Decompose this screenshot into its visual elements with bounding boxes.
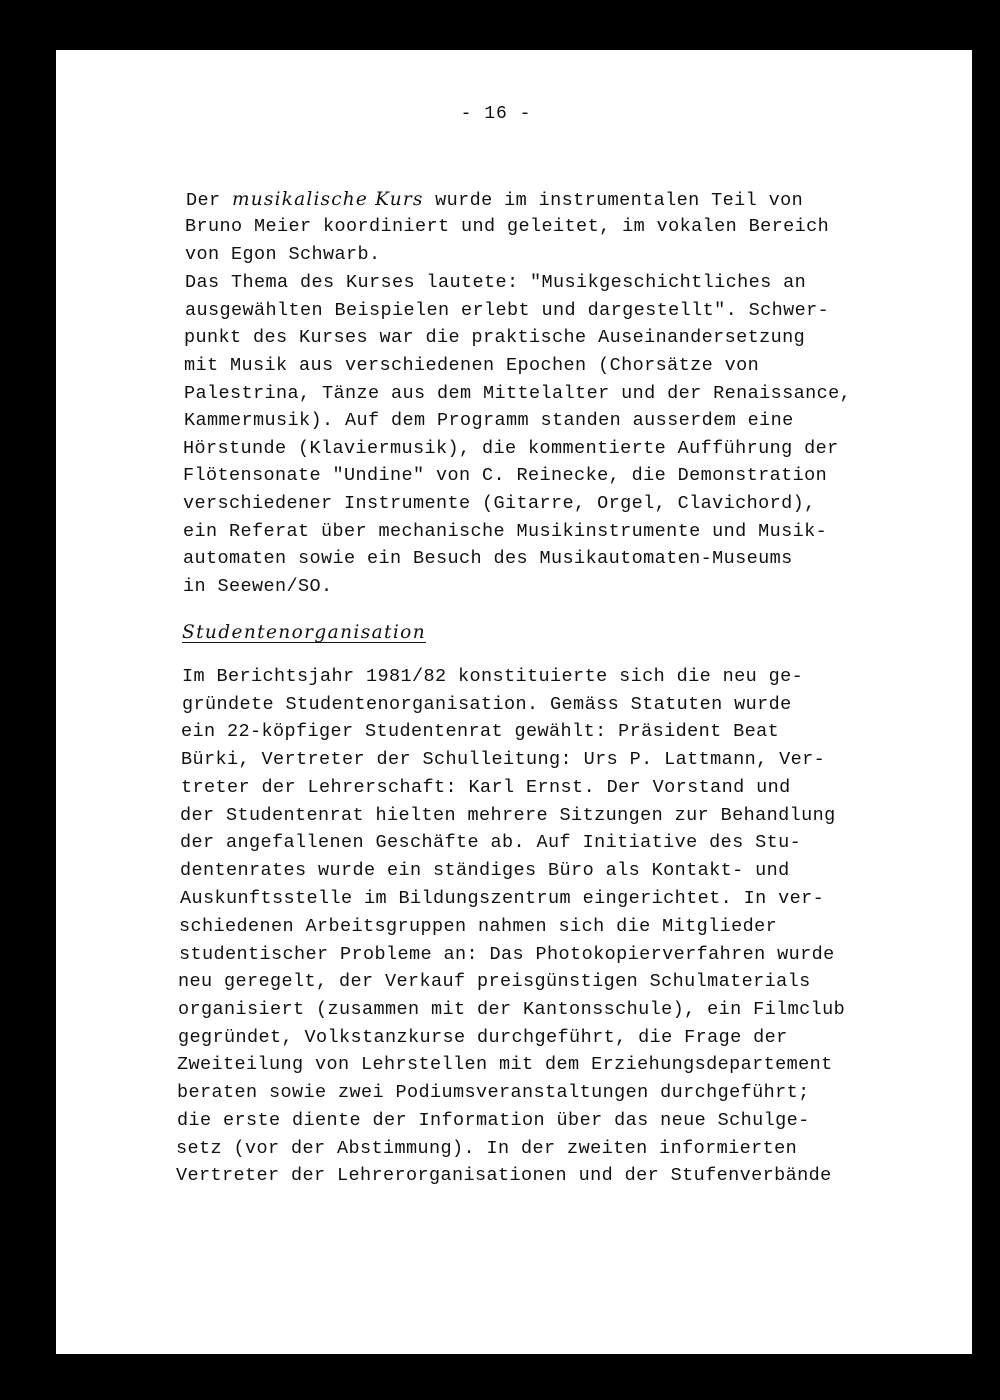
- page-number: - 16 -: [460, 104, 532, 124]
- italic-term: musikalische Kurs: [232, 189, 424, 210]
- text-line: Bruno Meier koordiniert und geleitet, im vokalen Bereich: [185, 216, 830, 237]
- text-line: Vertreter der Lehrerorganisationen und der Stufenverbände: [176, 1165, 832, 1186]
- text-line: Auskunftsstelle im Bildungszentrum eingerichtet. In ver-: [180, 888, 825, 909]
- text-line: treter der Lehrerschaft: Karl Ernst. Der Vorstand und: [181, 777, 791, 798]
- section-heading: Studentenorganisation: [182, 622, 427, 643]
- text-line: der angefallenen Geschäfte ab. Auf Initiative des Stu-: [180, 832, 802, 853]
- text-line: punkt des Kurses war die praktische Auseinandersetzung: [184, 327, 806, 348]
- text-line: organisiert (zusammen mit der Kantonsschule), ein Filmclub: [178, 999, 846, 1020]
- text-line: dentenrates wurde ein ständiges Büro als Kontakt- und: [180, 860, 790, 881]
- document-page: [56, 50, 972, 1354]
- text-line: Hörstunde (Klaviermusik), die kommentierte Aufführung der: [183, 438, 839, 459]
- text-line: Palestrina, Tänze aus dem Mittelalter und der Renaissance,: [184, 383, 852, 404]
- text-line: [186, 188, 803, 213]
- text-span: wurde im instrumentalen Teil von: [423, 190, 804, 211]
- text-line: Zweiteilung von Lehrstellen mit dem Erziehungsdepartement: [177, 1054, 833, 1075]
- text-line: beraten sowie zwei Podiumsveranstaltungen durchgeführt;: [177, 1082, 810, 1103]
- text-line: Kammermusik). Auf dem Programm standen ausserdem eine: [184, 410, 794, 431]
- text-line: Bürki, Vertreter der Schulleitung: Urs P. Lattmann, Ver-: [181, 749, 826, 770]
- text-line: ausgewählten Beispielen erlebt und dargestellt". Schwer-: [185, 300, 830, 321]
- text-line: schiedenen Arbeitsgruppen nahmen sich die Mitglieder: [179, 916, 778, 937]
- text-line: studentischer Probleme an: Das Photokopierverfahren wurde: [179, 944, 835, 965]
- text-line: gegründet, Volkstanzkurse durchgeführt, die Frage der: [178, 1027, 788, 1048]
- text-line: ein 22-köpfiger Studentenrat gewählt: Präsident Beat: [181, 721, 780, 742]
- text-span: Der: [186, 190, 233, 211]
- text-line: neu geregelt, der Verkauf preisgünstigen Schulmaterials: [178, 971, 811, 992]
- text-line: setz (vor der Abstimmung). In der zweiten informierten: [176, 1138, 798, 1159]
- text-line: automaten sowie ein Besuch des Musikautomaten-Museums: [183, 548, 793, 569]
- text-line: in Seewen/SO.: [183, 576, 333, 597]
- text-line: Flötensonate "Undine" von C. Reinecke, die Demonstration: [183, 465, 828, 486]
- text-line: Das Thema des Kurses lautete: "Musikgeschichtliches an: [185, 272, 807, 293]
- text-line: verschiedener Instrumente (Gitarre, Orgel, Clavichord),: [183, 493, 816, 514]
- text-line: der Studentenrat hielten mehrere Sitzungen zur Behandlung: [180, 805, 836, 826]
- text-line: gründete Studentenorganisation. Gemäss Statuten wurde: [182, 694, 792, 715]
- text-line: von Egon Schwarb.: [185, 244, 381, 265]
- text-line: Im Berichtsjahr 1981/82 konstituierte sich die neu ge-: [182, 666, 804, 687]
- text-line: die erste diente der Information über das neue Schulge-: [177, 1110, 810, 1131]
- text-line: mit Musik aus verschiedenen Epochen (Chorsätze von: [184, 355, 760, 376]
- text-line: ein Referat über mechanische Musikinstrumente und Musik-: [183, 521, 828, 542]
